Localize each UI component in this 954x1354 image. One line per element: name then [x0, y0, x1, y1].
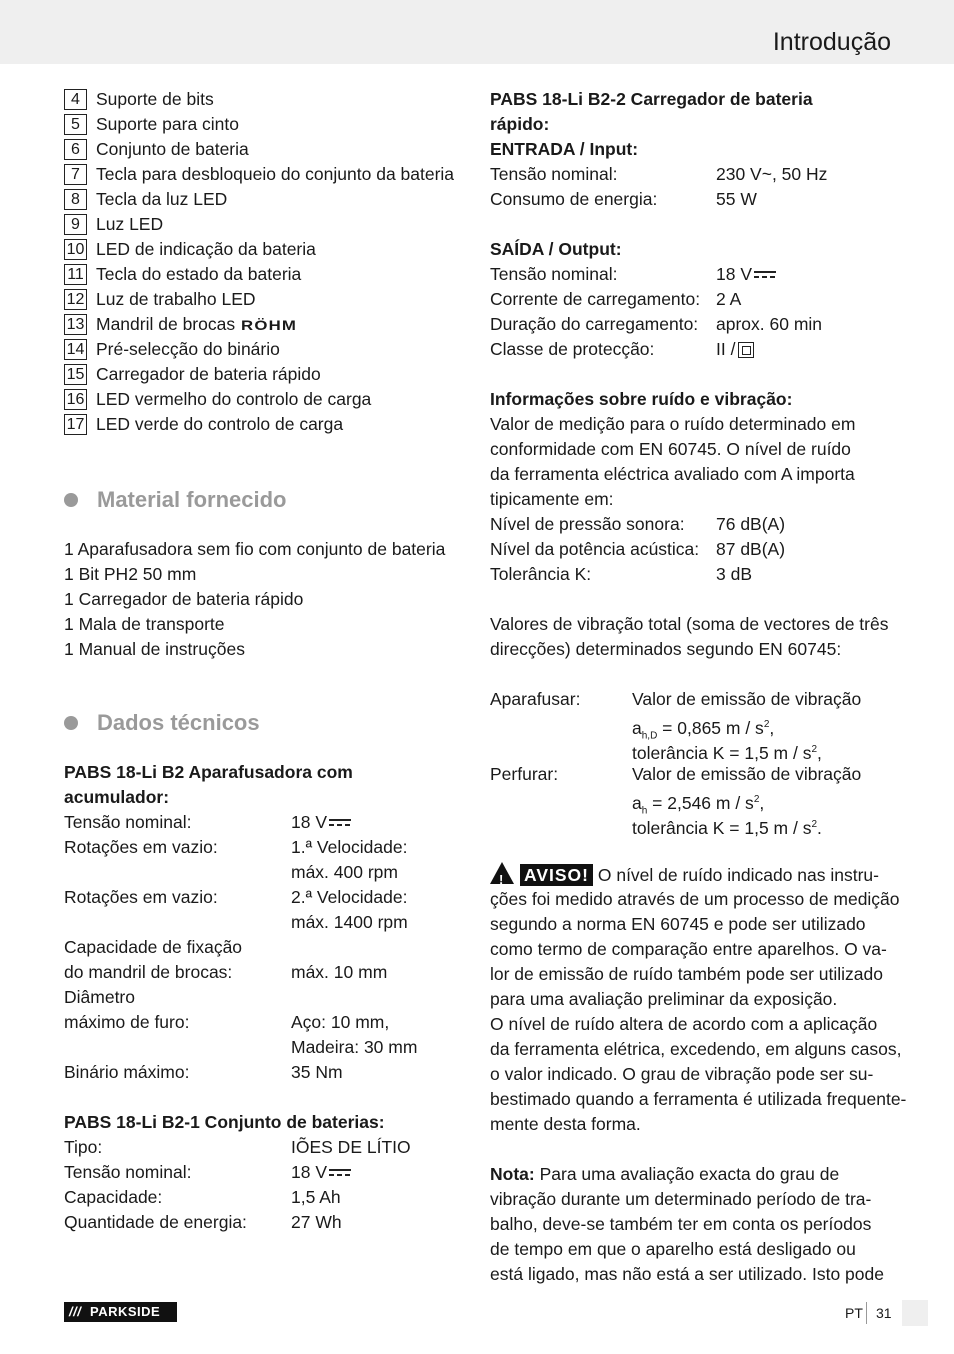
footer-divider [866, 1302, 867, 1324]
parts-list-item [64, 162, 464, 187]
page-title: Introdução [772, 28, 891, 56]
spec-key: do mandril de brocas: [64, 962, 233, 982]
text-line: lor de emissão de ruído também pode ser utilizado [490, 964, 883, 984]
nota-label: Nota: [490, 1164, 535, 1184]
part-number-box: 8 [64, 189, 87, 210]
section-material-title: Material fornecido [97, 487, 287, 512]
spec-key: máximo de furo: [64, 1012, 190, 1032]
spec-value: máx. 400 rpm [291, 862, 398, 882]
material-item: 1 Manual de instruções [64, 639, 245, 659]
spec-value: 230 V~, 50 Hz [716, 164, 828, 184]
material-item: 1 Bit PH2 50 mm [64, 564, 197, 584]
material-item: 1 Mala de transporte [64, 614, 225, 634]
part-label: Luz de trabalho LED [96, 289, 256, 309]
page-number: 31 [876, 1305, 892, 1321]
parts-list-item [64, 337, 464, 362]
section-dados [64, 708, 464, 738]
parts-list-item [64, 87, 464, 112]
spec-value: 87 dB(A) [716, 539, 786, 559]
spec-value: 76 dB(A) [716, 514, 786, 534]
nota-paragraph [490, 1187, 900, 1287]
part-number-box: 5 [64, 114, 87, 135]
text-line: bestimado quando a ferramenta é utilizada frequente- [490, 1089, 907, 1109]
part-label: Suporte de bits [96, 89, 214, 109]
charger-heading: PABS 18-Li B2-2 Carregador de bateria [490, 89, 813, 109]
spec-value: 3 dB [716, 564, 752, 584]
spec-value: $a_h = 2,546$ m / $s^2$, [632, 792, 765, 817]
charger-heading-2: rápido: [490, 114, 550, 134]
part-number-box: 16 [64, 389, 87, 410]
text-line: vibração durante um determinado período de tra- [490, 1189, 872, 1209]
part-label: Conjunto de bateria [96, 139, 249, 159]
spec-key: Tensão nominal: [490, 264, 618, 284]
spec-value: 2 A [716, 289, 742, 309]
material-item: 1 Aparafusadora sem fio com conjunto de bateria [64, 539, 446, 559]
page-header [0, 0, 954, 64]
section-material [64, 485, 464, 515]
spec-key: Rotações em vazio: [64, 887, 218, 907]
spec-value: 1.ª Velocidade: [291, 837, 408, 857]
spec-key: Corrente de carregamento: [490, 289, 701, 309]
output-heading: SAÍDA / Output: [490, 239, 622, 259]
spec-value: Madeira: 30 mm [291, 1037, 418, 1057]
drill-specs [64, 810, 464, 1085]
parts-list-item [64, 312, 464, 337]
parts-list-item [64, 262, 464, 287]
vibration-paragraph [490, 612, 900, 662]
footer-language: PT [845, 1305, 863, 1321]
text-line: de tempo em que o aparelho está desligado ou [490, 1239, 856, 1259]
text-line: está ligado, mas não está a ser utilizado. Isto pode [490, 1264, 884, 1284]
battery-specs [64, 1135, 464, 1235]
text-line: conformidade com EN 60745. O nível de ruído [490, 439, 851, 459]
spec-key: Rotações em vazio: [64, 837, 218, 857]
spec-key: Tensão nominal: [490, 164, 618, 184]
parts-list [64, 87, 464, 437]
spec-key: Binário máximo: [64, 1062, 190, 1082]
footer-tab [902, 1300, 928, 1326]
warning-first-line: ! AVISO! O nível de ruído indicado nas instru- [490, 862, 900, 887]
dc-symbol-icon [754, 270, 776, 280]
part-label: Tecla para desbloqueio do conjunto da bateria [96, 164, 455, 184]
dc-symbol-icon [329, 818, 351, 828]
text-line: Valor de medição para o ruído determinado em [490, 414, 856, 434]
part-number-box: 15 [64, 364, 87, 385]
parkside-logo: /// PARKSIDE [64, 1302, 177, 1322]
spec-value: tolerância K = 1,5 m / $s^2$, [632, 742, 822, 763]
spec-key: Tolerância K: [490, 564, 592, 584]
spec-value: 2.ª Velocidade: [291, 887, 408, 907]
section-dados-title: Dados técnicos [97, 710, 260, 735]
spec-value: 1,5 Ah [291, 1187, 341, 1207]
part-number-box: 6 [64, 139, 87, 160]
noise-heading: Informações sobre ruído e vibração: [490, 389, 793, 409]
spec-value: aprox. 60 min [716, 314, 823, 334]
spec-value: máx. 1400 rpm [291, 912, 408, 932]
part-number-box: 11 [64, 264, 87, 285]
material-item: 1 Carregador de bateria rápido [64, 589, 304, 609]
spec-key: Nível da potência acústica: [490, 539, 700, 559]
spec-key: Classe de protecção: [490, 339, 655, 359]
part-label: LED vermelho do controlo de carga [96, 389, 372, 409]
part-label: Tecla da luz LED [96, 189, 228, 209]
rohm-logo: RÖHM [241, 316, 298, 333]
part-label: Carregador de bateria rápido [96, 364, 321, 384]
spec-value: 18 V [716, 262, 776, 287]
spec-value: 35 Nm [291, 1062, 343, 1082]
spec-value: 55 W [716, 189, 757, 209]
spec-value: $a_{h,D} = 0,865$ m / $s^2$, [632, 717, 775, 742]
spec-key: Diâmetro [64, 987, 135, 1007]
spec-key: Aparafusar: [490, 689, 581, 709]
spec-key: Tensão nominal: [64, 1162, 192, 1182]
part-number-box: 4 [64, 89, 87, 110]
spec-key: Duração do carregamento: [490, 314, 699, 334]
spec-value: Valor de emissão de vibração [632, 689, 862, 709]
text-line: para uma avaliação preliminar da exposição. [490, 989, 838, 1009]
text-line: O nível de ruído altera de acordo com a aplicação [490, 1014, 878, 1034]
parts-list-item [64, 212, 464, 237]
spec-value: máx. 10 mm [291, 962, 388, 982]
text-line: mente desta forma. [490, 1114, 641, 1134]
nota-first-line: Nota: Para uma avaliação exacta do grau de [490, 1164, 840, 1184]
text-line: segundo a norma EN 60745 e pode ser utilizado [490, 914, 866, 934]
aviso-label: AVISO! [520, 864, 593, 886]
spec-key: Tipo: [64, 1137, 103, 1157]
parts-list-item [64, 287, 464, 312]
part-label: LED de indicação da bateria [96, 239, 316, 259]
spec-value: II / [716, 337, 754, 362]
parts-list-item [64, 362, 464, 387]
part-number-box: 13 [64, 314, 87, 335]
text-line: ções foi medido através de um processo de medição [490, 889, 900, 909]
text-line: direcções) determinados segundo EN 60745: [490, 639, 842, 659]
spec-value: Aço: 10 mm, [291, 1012, 390, 1032]
spec-value: IÕES DE LÍTIO [291, 1137, 411, 1157]
part-label: LED verde do controlo de carga [96, 414, 344, 434]
spec-value: 18 V [291, 1160, 351, 1185]
text-line: da ferramenta eléctrica avaliado com A importa [490, 464, 855, 484]
parts-list-item [64, 187, 464, 212]
text-line: como termo de comparação entre aparelhos. O va- [490, 939, 887, 959]
noise-paragraph [490, 412, 900, 512]
parts-list-item [64, 137, 464, 162]
right-column [490, 87, 907, 1287]
text-line: tipicamente em: [490, 489, 614, 509]
spec-value: 27 Wh [291, 1212, 342, 1232]
material-list [64, 537, 464, 662]
spec-key: Quantidade de energia: [64, 1212, 247, 1232]
part-number-box: 10 [64, 239, 87, 260]
text-line: balho, deve-se também ter em conta os períodos [490, 1214, 872, 1234]
parts-list-item [64, 387, 464, 412]
part-number-box: 14 [64, 339, 87, 360]
parts-list-item [64, 112, 464, 137]
input-heading: ENTRADA / Input: [490, 139, 639, 159]
battery-heading: PABS 18-Li B2-1 Conjunto de baterias: [64, 1112, 385, 1132]
spec-key: Nível de pressão sonora: [490, 514, 685, 534]
protection-class-ii-icon [738, 342, 754, 358]
part-number-box: 17 [64, 414, 87, 435]
warning-triangle-icon: ! [490, 862, 514, 884]
text-line: da ferramenta elétrica, excedendo, em alguns casos, [490, 1039, 902, 1059]
spec-key: Capacidade de fixação [64, 937, 243, 957]
spec-value: tolerância K = 1,5 m / $s^2$. [632, 817, 822, 838]
spec-value: 18 V [291, 810, 351, 835]
text-line: o valor indicado. O grau de vibração pode ser su- [490, 1064, 874, 1084]
part-label: Pré-selecção do binário [96, 339, 280, 359]
bullet-icon [64, 716, 78, 730]
part-label: Mandril de brocas [96, 314, 236, 334]
part-label: Luz LED [96, 214, 164, 234]
part-label: Suporte para cinto [96, 114, 240, 134]
dc-symbol-icon [329, 1168, 351, 1178]
left-column [64, 87, 464, 1235]
drill-heading-2: acumulador: [64, 787, 170, 807]
parts-list-item [64, 237, 464, 262]
part-number-box: 9 [64, 214, 87, 235]
drill-heading: PABS 18-Li B2 Aparafusadora com [64, 762, 353, 782]
spec-key: Capacidade: [64, 1187, 163, 1207]
text-line: Valores de vibração total (soma de vectores de três [490, 614, 889, 634]
parts-list-item [64, 412, 464, 437]
bullet-icon [64, 493, 78, 507]
spec-key: Perfurar: [490, 764, 559, 784]
spec-key: Tensão nominal: [64, 812, 192, 832]
part-label: Tecla do estado da bateria [96, 264, 302, 284]
part-number-box: 7 [64, 164, 87, 185]
spec-value: Valor de emissão de vibração [632, 764, 862, 784]
part-number-box: 12 [64, 289, 87, 310]
warning-paragraph [490, 887, 907, 1137]
spec-key: Consumo de energia: [490, 189, 658, 209]
